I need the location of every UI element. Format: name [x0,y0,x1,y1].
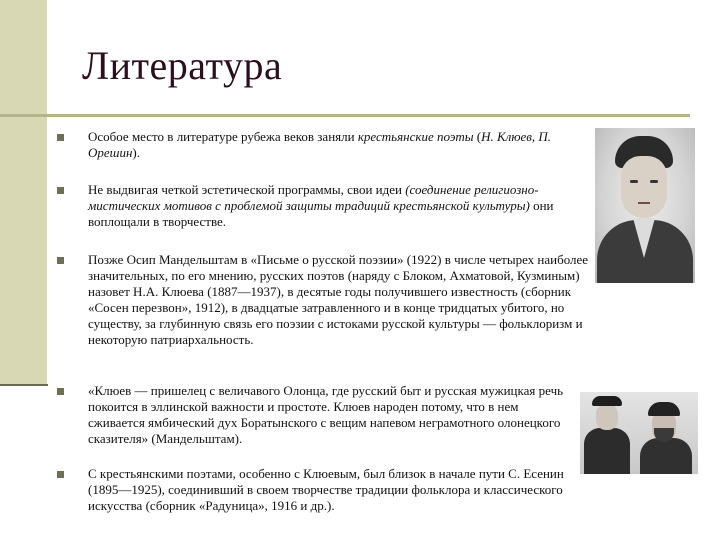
text-segment: «Клюев — пришелец с величавого Олонца, где русский быт и русская мужицкая речь покоится в эллинской важности и простоте. Клюев народен потому, что в нем сживается ямбический дух Боратынского с вещим напевом неграмотного олонецкого сказителя» (Мандельштам). [88,383,564,446]
text-segment: С крестьянскими поэтами, особенно с Клюевым, был близок в начале пути С. Есенин (1895—1925), соединивший в своем творчестве традиции фольклора и классического искусства (сборник «Радуница», 1916 и др.). [88,466,564,513]
square-bullet-icon [57,388,64,395]
text-segment: ). [132,145,141,160]
square-bullet-icon [57,471,64,478]
title-divider [0,114,690,117]
text-segment: ( [473,129,482,144]
accent-bar-divider [0,384,48,386]
square-bullet-icon [57,257,64,264]
paragraph-4 [88,383,572,447]
paragraph-3 [88,252,598,348]
text-segment: они воплощали в творчестве. [88,198,554,229]
square-bullet-icon [57,134,64,141]
left-accent-bar [0,0,47,385]
italic-text-segment: крестьянские поэты [357,129,474,144]
square-bullet-icon [57,187,64,194]
paragraph-5 [88,466,596,514]
slide-title: Литература [82,43,283,88]
paragraph-2 [88,182,568,230]
group-photo [580,392,698,474]
paragraph-1 [88,129,588,161]
portrait-photo [595,128,695,283]
text-segment: Позже Осип Мандельштам в «Письме о русской поэзии» (1922) в числе четырех наиболее значительных, по его мнению, русских поэтов (наряду с Блоком, Ахматовой, Кузминым) назовет Н.А. Клюева (1887—1937), в десятые годы получившего известность (сборник «Сосен перезвон», 1912), в двадцатые затравленного и в конце тридцатых убитого, но существу, за глубинную связь его поэзии с истоками русской культуры — фольклоризм и некоторую патриархальность. [88,252,589,347]
italic-text-segment: Н. Клюев, П. Орешин [88,129,552,160]
italic-text-segment: (соединение религиозно-мистических мотивов с проблемой защиты традиций крестьянской культуры) [88,182,539,213]
text-segment: Особое место в литературе рубежа веков заняли [88,129,358,144]
text-segment: Не выдвигая четкой эстетической программы, свои идеи [88,182,406,197]
